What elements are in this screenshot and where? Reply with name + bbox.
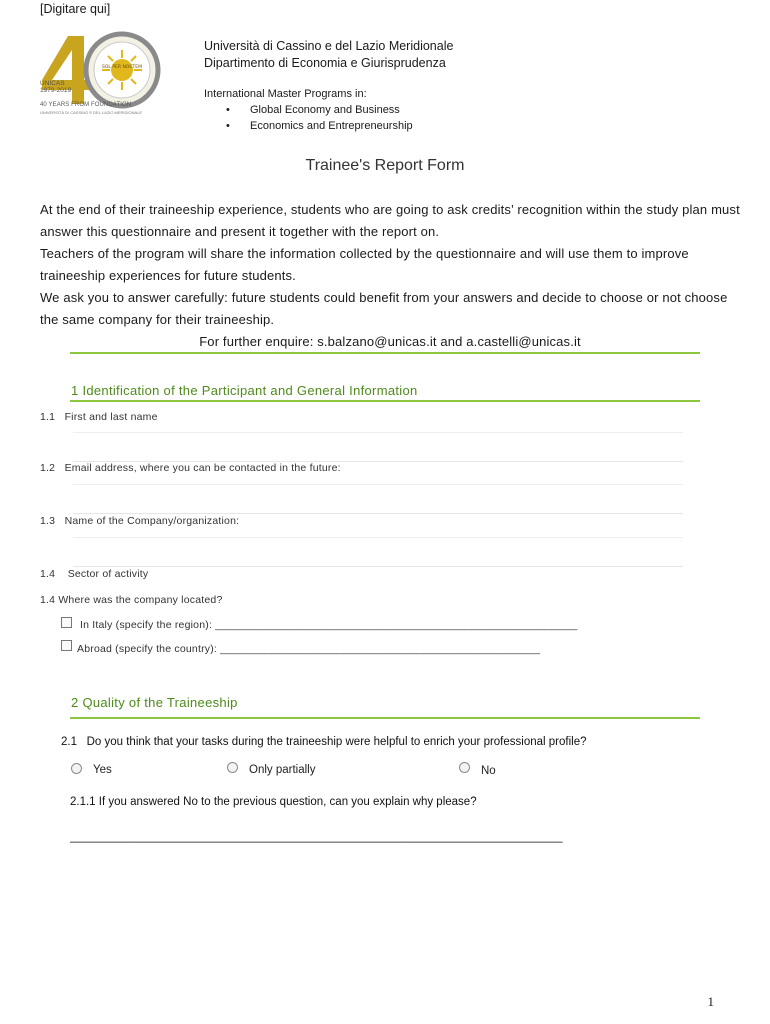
question-1-2 <box>40 462 341 474</box>
email-field[interactable] <box>73 484 683 514</box>
form-title: Trainee's Report Form <box>305 157 465 174</box>
section-2-title: 2 Quality of the Traineeship <box>71 695 238 710</box>
question-number: 2.1 <box>61 736 77 748</box>
programs-list <box>204 102 413 134</box>
radio-no[interactable] <box>459 762 470 773</box>
radio-only-partially-label: Only partially <box>249 764 316 776</box>
question-1-1 <box>40 411 158 423</box>
logo-tagline: 40 YEARS FROM FOUNDATION <box>40 102 132 108</box>
question-label: Email address, where you can be contacted in the future: <box>64 462 341 474</box>
italy-checkbox[interactable] <box>61 617 72 628</box>
university-block <box>204 38 453 72</box>
university-logo <box>38 28 172 120</box>
contact-line: For further enquire: s.balzano@unicas.it and a.castelli@unicas.it <box>199 334 581 349</box>
seal-motto: SOL PER NOCTEM <box>102 65 142 70</box>
logo-subline: UNIVERSITÀ DI CASSINO E DEL LAZIO MERIDIONALE <box>40 110 143 115</box>
radio-yes[interactable] <box>71 763 82 774</box>
programs-block <box>204 86 413 134</box>
divider <box>70 352 700 354</box>
abroad-checkbox[interactable] <box>61 640 72 651</box>
intro-text <box>40 199 740 353</box>
section-1-title: 1 Identification of the Participant and General Information <box>71 383 418 398</box>
radio-yes-label: Yes <box>93 764 112 776</box>
divider <box>70 717 700 719</box>
header-placeholder: [Digitare qui] <box>40 2 111 16</box>
question-label: First and last name <box>64 411 158 423</box>
company-field[interactable] <box>73 537 683 567</box>
logo-years: 1979-2019 <box>40 87 72 94</box>
question-1-3 <box>40 515 239 527</box>
question-number: 1.4 <box>40 568 56 580</box>
question-number: 1.1 <box>40 411 56 423</box>
radio-no-label: No <box>481 765 496 777</box>
intro-paragraph: Teachers of the program will share the information collected by the questionnaire and will use them to improve traineeship experiences for future students. <box>40 246 689 283</box>
question-label: Name of the Company/organization: <box>64 515 240 527</box>
question-1-4 <box>40 568 148 580</box>
department-name: Dipartimento di Economia e Giurisprudenza <box>204 56 446 70</box>
divider <box>70 400 700 402</box>
question-number: 1.3 <box>40 515 56 527</box>
logo-unicas: UNICAS <box>40 80 65 87</box>
question-2-1 <box>61 736 586 748</box>
intro-paragraph: We ask you to answer carefully: future students could benefit from your answers and decide to choose or not choose the same company for their traineeship. <box>40 290 728 327</box>
university-name: Università di Cassino e del Lazio Meridionale <box>204 39 454 53</box>
intro-paragraph: At the end of their traineeship experience, students who are going to ask credits’ recognition within the study plan must answer this questionnaire and present it together with the report on. <box>40 202 740 239</box>
abroad-option-label: Abroad (specify the country): _____________________________________________________ <box>77 643 541 655</box>
programs-label: International Master Programs in: <box>204 88 367 100</box>
name-field[interactable] <box>73 432 683 462</box>
question-label: Do you think that your tasks during the traineeship were helpful to enrich your professional profile? <box>86 736 587 748</box>
radio-only-partially[interactable] <box>227 762 238 773</box>
question-number: 1.2 <box>40 462 56 474</box>
program-item: • Economics and Entrepreneurship <box>226 118 413 134</box>
question-2-1-1: 2.1.1 If you answered No to the previous question, can you explain why please? <box>70 796 477 808</box>
page-number: 1 <box>707 994 714 1009</box>
italy-option-label: In Italy (specify the region): ____________________________________________________________ <box>80 619 578 631</box>
program-item: • Global Economy and Business <box>226 102 413 118</box>
answer-line[interactable]: _____________________________________________________________________________ <box>70 831 563 843</box>
question-location: 1.4 Where was the company located? <box>40 594 223 606</box>
question-label: Sector of activity <box>67 568 149 580</box>
